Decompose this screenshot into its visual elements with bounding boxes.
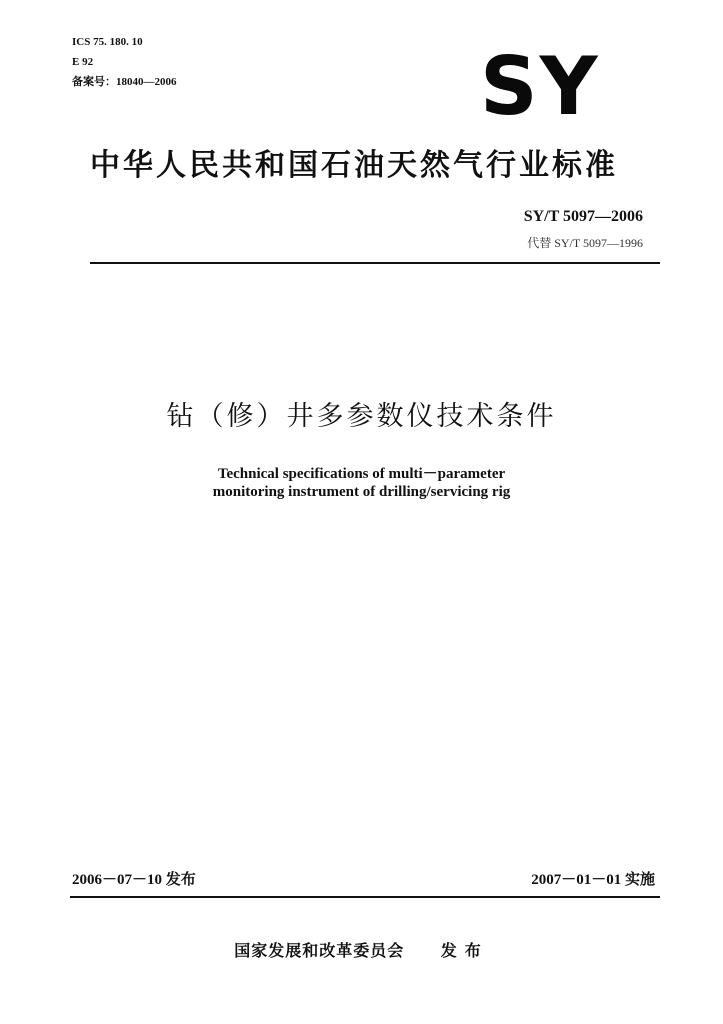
header-divider: [90, 262, 660, 264]
publisher-name: 国家发展和改革委员会: [234, 941, 405, 960]
document-title-en-line2: monitoring instrument of drilling/servicing rig: [212, 484, 511, 500]
document-title-zh: 钻（修）井多参数仪技术条件: [166, 401, 557, 432]
issue-date: 2006－07－10 发布: [72, 872, 196, 888]
record-number: 备案号：18040—2006: [72, 76, 177, 88]
replaces-standard: 代替 SY/T 5097—1996: [527, 236, 643, 250]
document-title-en-line1: Technical specifications of multi－parameter: [217, 466, 506, 482]
organization-title: 中华人民共和国石油天然气行业标准: [90, 148, 618, 183]
classification-code: E 92: [72, 56, 94, 68]
effective-date: 2007－01－01 实施: [531, 872, 655, 888]
standard-number: SY/T 5097—2006: [523, 208, 643, 225]
sy-logo: SY: [480, 40, 600, 133]
ics-code: ICS 75. 180. 10: [72, 36, 143, 48]
publisher-action: 发布: [440, 941, 489, 960]
footer-divider: [70, 896, 660, 898]
publisher-line: [0, 938, 723, 961]
